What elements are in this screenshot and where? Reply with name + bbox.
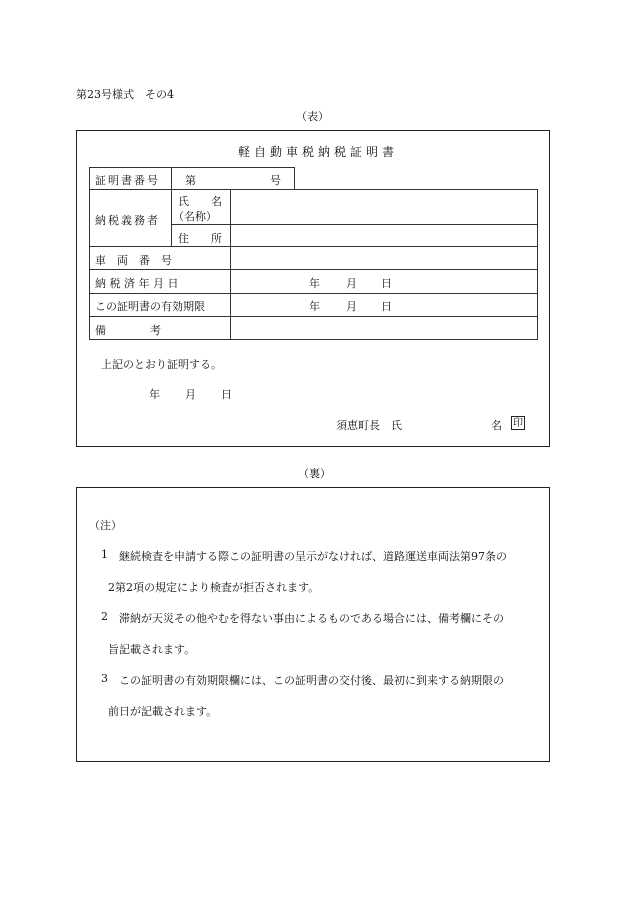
taxpayer-label: 納税義務者: [95, 214, 160, 227]
note-line: 継続検査を申請する際この証明書の呈示がなければ、道路運送車両法第97条の: [119, 550, 507, 563]
cert-number-suffix: 号: [270, 174, 281, 187]
note-line: 前日が記載されます。: [108, 705, 218, 718]
row-line-name-address: [171, 224, 538, 225]
remarks-label: 備 考: [95, 324, 161, 337]
row-line-3: [89, 293, 538, 294]
note-line: この証明書の有効期限欄には、この証明書の交付後、最初に到来する納期限の: [119, 674, 504, 687]
form-number: 第23号様式 その4: [76, 88, 174, 101]
certificate-title: 軽自動車税納税証明書: [238, 145, 399, 159]
back-label: （裏）: [298, 467, 331, 480]
taxpayer-inner-divider: [171, 189, 172, 247]
issue-date-year: 年: [149, 388, 160, 401]
validity-day: 日: [381, 300, 392, 313]
vehicle-number-label: 車 両 番 号: [95, 254, 172, 267]
issuer: 須恵町長 氏: [336, 419, 402, 432]
issue-date-month: 月: [185, 388, 196, 401]
note-number: 3: [101, 672, 108, 685]
front-label: （表）: [296, 110, 329, 123]
validity-year: 年: [309, 300, 320, 313]
seal-stamp: 印: [513, 418, 523, 429]
note-line: 2第2項の規定により検査が拒否されます。: [108, 581, 320, 594]
note-line: 旨記載されます。: [108, 643, 196, 656]
paid-date-day: 日: [381, 277, 392, 290]
issuer-name-suffix: 名: [491, 419, 502, 432]
issue-date-day: 日: [221, 388, 232, 401]
validity-label: この証明書の有効期限: [95, 300, 205, 313]
notes-heading: （注）: [89, 519, 122, 532]
paid-date-month: 月: [346, 277, 357, 290]
cert-number-label: 証明書番号: [95, 174, 160, 187]
name-label: 氏 名: [178, 195, 222, 208]
row-line-1: [89, 246, 538, 247]
paid-date-label: 納 税 済 年 月 日: [95, 277, 179, 290]
row-line-2: [89, 269, 538, 270]
note-line: 滞納が天災その他やむを得ない事由によるものである場合には、備考欄にその: [119, 612, 504, 625]
table-column-divider: [230, 189, 231, 340]
paid-date-year: 年: [309, 277, 320, 290]
row-line-4: [89, 316, 538, 317]
cert-number-prefix: 第: [185, 174, 196, 187]
note-number: 1: [101, 548, 108, 561]
validity-month: 月: [346, 300, 357, 313]
note-number: 2: [101, 610, 108, 623]
certification-statement: 上記のとおり証明する。: [101, 358, 222, 371]
address-label: 住 所: [178, 232, 222, 245]
name-label-alt: （名称）: [173, 210, 217, 223]
